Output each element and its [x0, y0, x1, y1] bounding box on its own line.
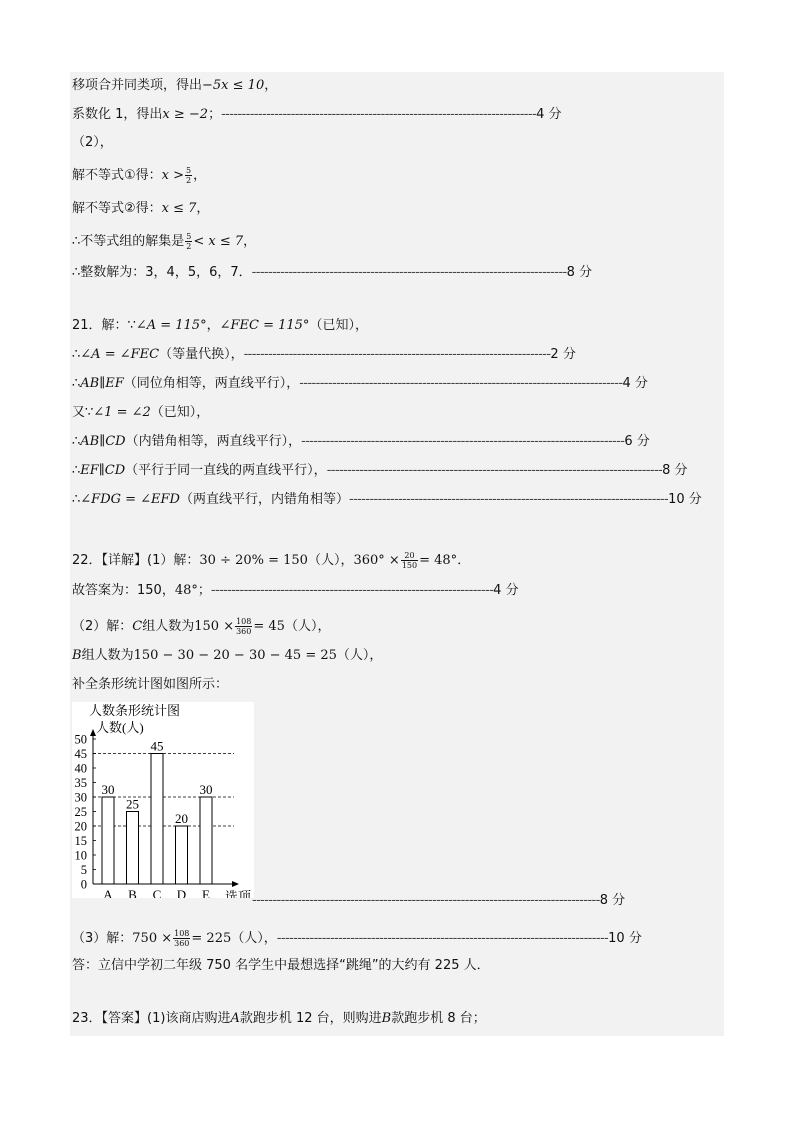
bar-value-label: 45 [150, 738, 164, 754]
x-tick-label: A [103, 887, 113, 898]
score: 4 分 [536, 107, 562, 122]
line-inequality-2: 解不等式②得：x ≤ 7， [72, 201, 210, 216]
bar-value-label: 30 [199, 782, 213, 797]
line-q21-step-3: 又∵∠1 = ∠2（已知）， [72, 405, 210, 420]
line-inequality-1: 解不等式①得：x > $\frac{5}{2}$ ， [72, 166, 207, 185]
score: 6 分 [624, 434, 650, 449]
score: 2 分 [550, 347, 576, 362]
score: 8 分 [662, 463, 688, 478]
line-q22-chart-intro: 补全条形统计图如图所示： [72, 677, 229, 692]
score: 10 分 [608, 931, 642, 946]
bar-C [151, 754, 163, 885]
y-tick-label: 20 [74, 819, 87, 834]
y-tick-label: 25 [74, 805, 87, 819]
fraction: $\frac{20}{150}$ [401, 551, 418, 570]
fraction: $\frac{5}{2}$ [186, 232, 192, 251]
score: 4 分 [622, 376, 648, 391]
line-q22-conclusion: 答：立信中学初二年级 750 名学生中最想选择“跳绳”的大约有 225 人． [72, 958, 490, 973]
y-tick-label: 35 [74, 776, 87, 790]
x-tick-label: E [202, 887, 210, 898]
y-tick-label: 15 [74, 834, 87, 848]
score: 8 分 [566, 265, 593, 280]
bar-value-label: 20 [175, 811, 188, 826]
bar-A [102, 797, 114, 884]
y-tick-label: 0 [80, 877, 87, 892]
fraction: $\frac{108}{360}$ [236, 617, 252, 636]
score: 4 分 [493, 583, 519, 598]
line-q22-group-b: B组人数为150 − 30 − 20 − 30 − 45 = 25（人）， [72, 648, 383, 663]
line-q22-start: 22．【详解】(1）解：30 ÷ 20% = 150（人），360° × $\frac{20}{150}$ = 48°． [72, 551, 471, 570]
line-q21-step-2: ∴AB∥EF（同位角相等，两直线平行），-------------------------------------------------------------------------------4 分 [72, 376, 648, 391]
fraction: $\frac{108}{360}$ [174, 929, 190, 948]
line-q21-step-5: ∴EF∥CD（平行于同一直线的两直线平行），----------------------------------------------------------------------------------8 分 [72, 463, 688, 478]
y-tick-label: 10 [74, 848, 87, 863]
line-q21-step-1: ∴∠A = ∠FEC（等量代换），---------------------------------------------------------------------------2 分 [72, 347, 576, 362]
x-tick-label: B [128, 887, 137, 898]
y-tick-label: 30 [74, 790, 87, 805]
chart-title: 人数条形统计图 [89, 703, 181, 718]
line-q21-step-6: ∴∠FDG = ∠EFD（两直线平行，内错角相等）------------------------------------------------------------------------------10 分 [72, 492, 702, 507]
line-integer-solutions: ∴整数解为：3，4，5，6，7．-----------------------------------------------------------------------------8 分 [72, 265, 593, 280]
y-tick-label: 5 [80, 863, 87, 877]
bar-B [127, 812, 139, 885]
line-solution-set: ∴不等式组的解集是 $\frac{5}{2}$ < x ≤ 7， [72, 232, 257, 251]
line-combine-terms: 移项合并同类项，得出−5x ≤ 10， [72, 78, 278, 93]
bar-value-label: 30 [101, 782, 115, 797]
bar-E [200, 797, 212, 884]
y-axis-label: 人数(人) [96, 720, 144, 735]
score: 10 分 [668, 492, 702, 507]
line-part-2: （2）， [72, 135, 113, 150]
bar-D [176, 826, 188, 884]
x-tick-label: D [176, 887, 187, 898]
line-q21-start: 21．解：∵∠A = 115°，∠FEC = 115°（已知）， [72, 318, 368, 333]
line-q21-step-4: ∴AB∥CD（内错角相等，两直线平行），-------------------------------------------------------------------------------6 分 [72, 434, 650, 449]
bar-chart-figure [72, 702, 254, 898]
x-tick-label: C [152, 887, 162, 898]
line-q23-answer: 23．【答案】(1)该商店购进A款跑步机 12 台，则购进B款跑步机 8 台； [72, 1011, 486, 1026]
y-tick-label: 50 [74, 732, 87, 747]
line-coefficient: 系数化 1，得出x ≥ −2；-----------------------------------------------------------------------------4 分 [72, 107, 562, 122]
fraction: $\frac{5}{2}$ [186, 166, 192, 185]
line-q22-answer-1: 故答案为：150，48°；---------------------------------------------------------------------4 分 [72, 583, 519, 598]
line-q22-part-3: （3）解：750 × $\frac{108}{360}$ = 225（人），---------------------------------------------------------------------------------10 分 [72, 929, 642, 948]
y-tick-label: 45 [74, 747, 87, 761]
x-axis-arrow [232, 881, 239, 887]
x-axis-label: 选项 [225, 889, 252, 898]
score: 8 分 [599, 893, 626, 908]
line-chart-score: -------------------------------------------------------------------------------------8 分 [252, 893, 626, 908]
bar-value-label: 25 [126, 796, 139, 812]
line-q22-group-c: （2）解：C组人数为150 × $\frac{108}{360}$ = 45（人）， [72, 617, 331, 636]
y-tick-label: 40 [74, 761, 87, 776]
bar-chart [72, 702, 254, 898]
